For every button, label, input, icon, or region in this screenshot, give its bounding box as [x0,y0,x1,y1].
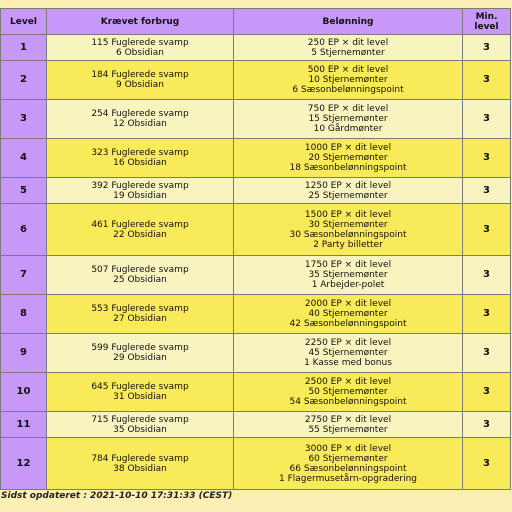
reward-cell [234,178,463,204]
reward-item: 40 Stjernemønter [308,309,388,319]
reward-item: 1 Flagermusetårn-opgradering [279,473,417,484]
level-cell: 6 [1,204,47,256]
min-level-cell: 3 [463,438,511,490]
reward-item: 2000 EP × dit level [304,299,392,309]
reward-item: 60 Stjernemønter [308,453,388,464]
reward-item: 35 Stjernemønter [308,270,388,280]
required-item: 25 Obsidian [113,275,167,285]
reward-cell [234,139,463,178]
reward-item: 10 Gårdmønter [313,124,383,134]
min-level-cell: 3 [463,139,511,178]
level-cell: 8 [1,295,47,334]
reward-item: 54 Sæsonbelønningspoint [289,397,407,407]
table-row [1,35,511,61]
level-rewards-table [0,8,511,490]
table-header-row [1,9,511,35]
min-level-cell: 3 [463,412,511,438]
required-item: 38 Obsidian [113,463,167,474]
reward-item: 250 EP × dit level [307,37,389,48]
reward-item: 50 Stjernemønter [308,387,388,397]
required-cell [47,438,234,490]
reward-cell [234,256,463,295]
required-item: 392 Fuglerede svamp [91,180,189,191]
required-cell [47,61,234,100]
required-cell [47,334,234,373]
min-level-cell: 3 [463,61,511,100]
required-item: 16 Obsidian [113,158,167,168]
required-item: 29 Obsidian [113,353,167,363]
level-cell: 10 [1,373,47,412]
reward-item: 1250 EP × dit level [304,180,392,191]
reward-cell [234,100,463,139]
required-cell [47,412,234,438]
required-item: 115 Fuglerede svamp [91,37,189,48]
reward-item: 3000 EP × dit level [304,443,392,454]
reward-item: 30 Stjernemønter [308,219,388,230]
min-level-cell: 3 [463,256,511,295]
reward-item: 30 Sæsonbelønningspoint [289,229,407,240]
reward-cell [234,204,463,256]
header-level: Level [1,9,47,35]
required-cell [47,373,234,412]
level-cell: 2 [1,61,47,100]
table-row [1,178,511,204]
required-cell [47,139,234,178]
reward-item: 2250 EP × dit level [304,338,392,348]
reward-cell [234,295,463,334]
required-item: 715 Fuglerede svamp [91,414,189,425]
reward-cell [234,373,463,412]
reward-item: 1750 EP × dit level [304,260,392,270]
reward-item: 1500 EP × dit level [304,209,392,220]
reward-item: 42 Sæsonbelønningspoint [289,319,407,329]
required-item: 9 Obsidian [115,80,164,90]
required-cell [47,178,234,204]
reward-item: 66 Sæsonbelønningspoint [289,463,407,474]
table-row [1,204,511,256]
required-item: 461 Fuglerede svamp [91,219,189,230]
reward-item: 1000 EP × dit level [304,143,392,153]
last-updated-text: Sidst opdateret : 2021-10-10 17:31:33 (CEST) [1,491,233,501]
reward-cell [234,438,463,490]
required-item: 12 Obsidian [113,119,167,129]
reward-item: 2500 EP × dit level [304,377,392,387]
level-cell: 12 [1,438,47,490]
min-level-cell: 3 [463,35,511,61]
required-cell [47,204,234,256]
level-cell: 11 [1,412,47,438]
min-level-cell: 3 [463,178,511,204]
required-item: 35 Obsidian [113,424,167,435]
required-item: 19 Obsidian [113,190,167,201]
header-min-level-label: Min. level [474,11,499,32]
table-row [1,256,511,295]
required-item: 599 Fuglerede svamp [91,343,189,353]
reward-item: 15 Stjernemønter [308,114,388,124]
table-row [1,373,511,412]
required-cell [47,35,234,61]
reward-item: 1 Kasse med bonus [304,358,392,368]
table-row [1,61,511,100]
level-cell: 7 [1,256,47,295]
reward-item: 750 EP × dit level [307,104,389,114]
table-row [1,100,511,139]
required-item: 6 Obsidian [115,47,164,58]
reward-cell [234,35,463,61]
reward-item: 2750 EP × dit level [304,414,392,425]
reward-item: 25 Stjernemønter [308,190,388,201]
reward-item: 6 Sæsonbelønningspoint [292,85,404,95]
reward-item: 55 Stjernemønter [308,424,388,435]
level-cell: 9 [1,334,47,373]
level-cell: 5 [1,178,47,204]
reward-cell [234,412,463,438]
required-item: 22 Obsidian [113,229,167,240]
reward-item: 18 Sæsonbelønningspoint [289,163,407,173]
required-cell [47,295,234,334]
min-level-cell: 3 [463,204,511,256]
required-item: 784 Fuglerede svamp [91,453,189,464]
required-cell [47,100,234,139]
min-level-cell: 3 [463,373,511,412]
table-row [1,438,511,490]
reward-item: 10 Stjernemønter [308,75,388,85]
table-row [1,334,511,373]
required-item: 31 Obsidian [113,392,167,402]
required-item: 645 Fuglerede svamp [91,382,189,392]
table-row [1,412,511,438]
required-item: 553 Fuglerede svamp [91,304,189,314]
reward-item: 2 Party billetter [313,239,383,250]
level-cell: 4 [1,139,47,178]
level-cell: 1 [1,35,47,61]
required-cell [47,256,234,295]
required-item: 507 Fuglerede svamp [91,265,189,275]
required-item: 254 Fuglerede svamp [91,109,189,119]
reward-item: 45 Stjernemønter [308,348,388,358]
reward-item: 20 Stjernemønter [308,153,388,163]
header-min-level [463,9,511,35]
required-item: 184 Fuglerede svamp [91,70,189,80]
level-cell: 3 [1,100,47,139]
table-row [1,295,511,334]
reward-cell [234,61,463,100]
required-item: 323 Fuglerede svamp [91,148,189,158]
header-reward: Belønning [234,9,463,35]
reward-cell [234,334,463,373]
header-required: Krævet forbrug [47,9,234,35]
table-row [1,139,511,178]
reward-item: 5 Stjernemønter [311,47,385,58]
min-level-cell: 3 [463,295,511,334]
min-level-cell: 3 [463,334,511,373]
required-item: 27 Obsidian [113,314,167,324]
reward-item: 500 EP × dit level [307,65,389,75]
min-level-cell: 3 [463,100,511,139]
reward-item: 1 Arbejder-polet [311,280,385,290]
